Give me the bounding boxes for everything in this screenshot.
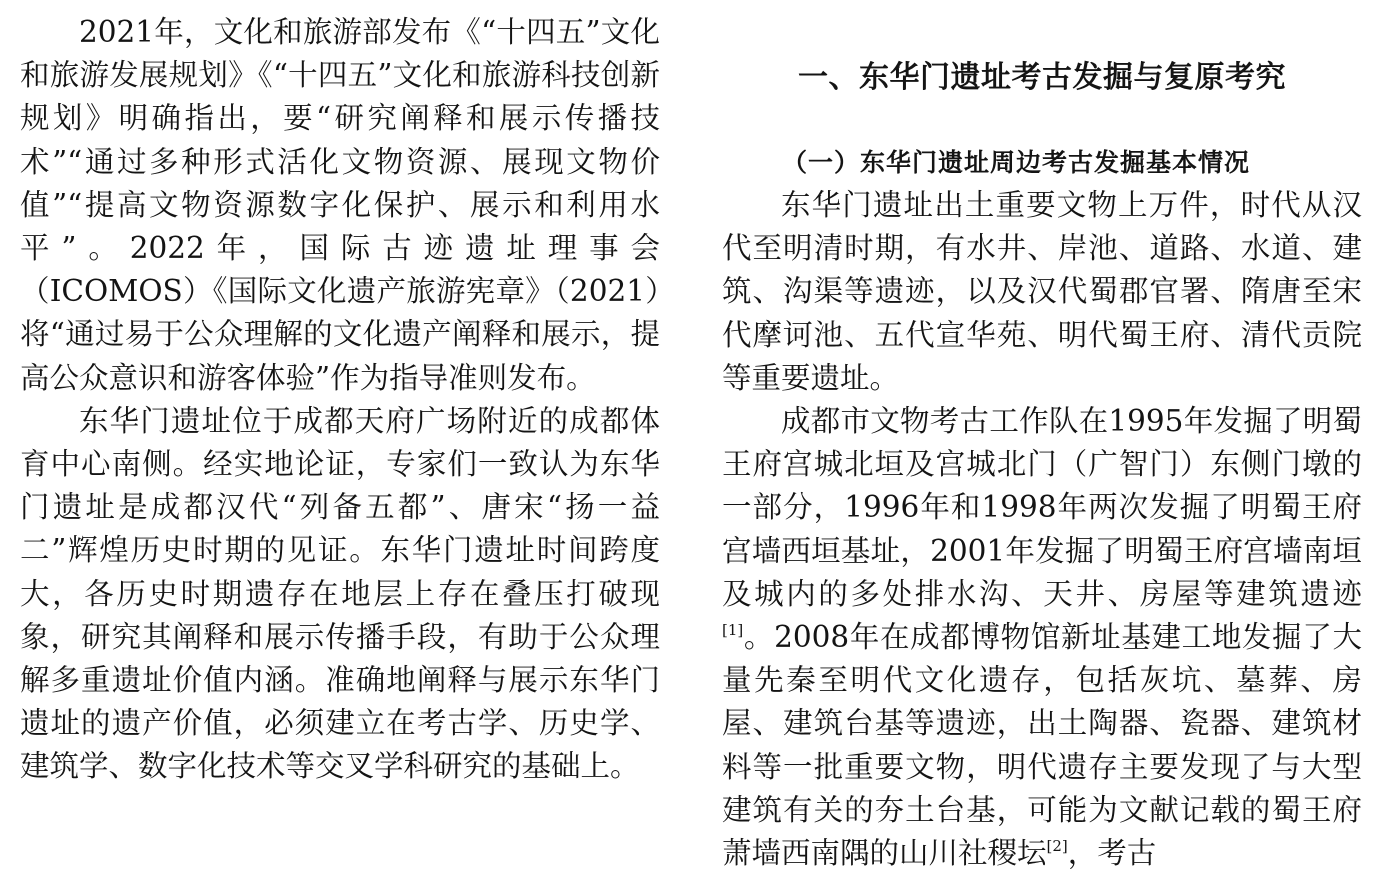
excavation-text-part-3: ，考古	[1067, 836, 1157, 871]
citation-2[interactable]: [2]	[1046, 837, 1068, 856]
left-column	[20, 0, 660, 856]
intro-paragraph: 2021年，文化和旅游部发布《“十四五”文化和旅游发展规划》《“十四五”文化和旅游科技创新规划》明确指出，要“研究阐释和展示传播技术”“通过多种形式活化文物资源、展现文物价值”“提高文物资源数字化保护、展示和利用水平”。2022年，国际古迹遗址理事会（ICOMOS）《国际文化遗产旅游宪章》（2021）将“通过易于公众理解的文化遗产阐释和展示，提高公众意识和游客体验”作为指导准则发布。	[20, 15, 660, 395]
section-heading: 一、东华门遗址考古发掘与复原考究	[798, 60, 1286, 95]
excavation-text-part-2: 。2008年在成都博物馆新址基建工地发掘了大量先秦至明代文化遗存，包括灰坑、墓葬、房屋、建筑台基等遗迹，出土陶器、瓷器、建筑材料等一批重要文物，明代遗存主要发现了与大型建筑有关的夯土台基，可能为文献记载的蜀王府萧墙西南隅的山川社稷坛	[722, 620, 1362, 871]
excavation-history-paragraph	[722, 400, 1362, 875]
right-column	[722, 0, 1362, 871]
excavation-text-part-1: 成都市文物考古工作队在1995年发掘了明蜀王府宫城北垣及宫城北门（广智门）东侧门墩的一部分，1996年和1998年两次发掘了明蜀王府宫墙西垣基址，2001年发掘了明蜀王府宫墙南垣及城内的多处排水沟、天井、房屋等建筑遗迹	[722, 404, 1362, 611]
site-overview-paragraph: 东华门遗址位于成都天府广场附近的成都体育中心南侧。经实地论证，专家们一致认为东华门遗址是成都汉代“列备五都”、唐宋“扬一益二”辉煌历史时期的见证。东华门遗址时间跨度大，各历史时期遗存在地层上存在叠压打破现象，研究其阐释和展示传播手段，有助于公众理解多重遗址价值内涵。准确地阐释与展示东华门遗址的遗产价值，必须建立在考古学、历史学、建筑学、数字化技术等交叉学科研究的基础上。	[20, 403, 660, 784]
subsection-heading: （一）东华门遗址周边考古发掘基本情况	[782, 148, 1251, 177]
citation-1[interactable]: [1]	[722, 621, 744, 640]
artifacts-paragraph: 东华门遗址出土重要文物上万件，时代从汉代至明清时期，有水井、岸池、道路、水道、建筑、沟渠等遗迹，以及汉代蜀郡官署、隋唐至宋代摩诃池、五代宣华苑、明代蜀王府、清代贡院等重要遗址。	[722, 188, 1362, 395]
